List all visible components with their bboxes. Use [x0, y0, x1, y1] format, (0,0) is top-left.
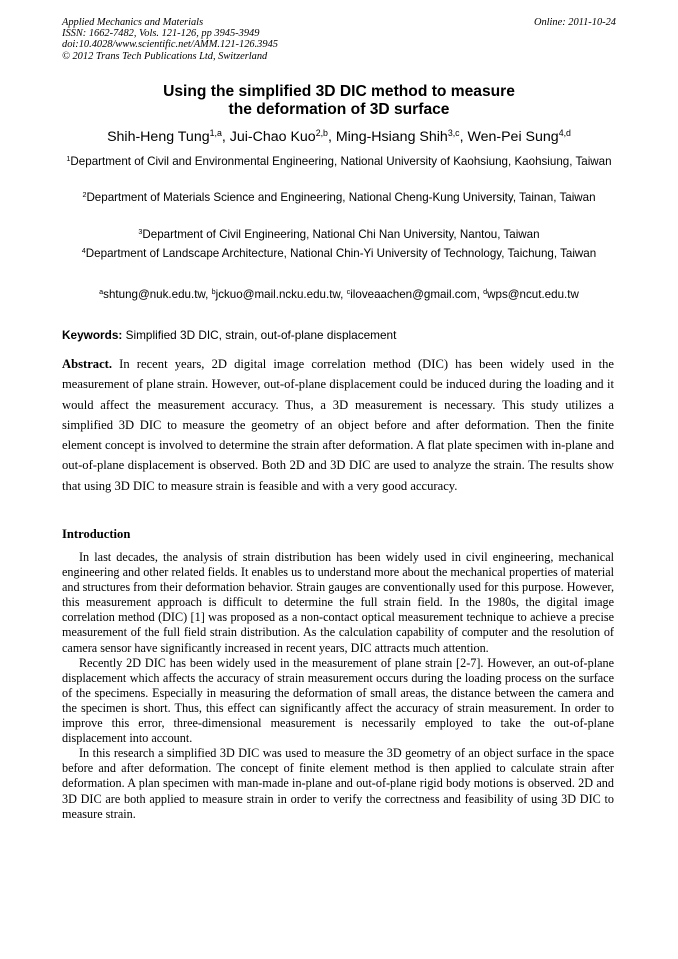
keywords [62, 328, 396, 342]
section-heading: Introduction [62, 527, 131, 541]
journal-name: Applied Mechanics and Materials [62, 17, 204, 28]
author: Jui-Chao Kuo$^{2,b}$, [229, 128, 336, 145]
email: $^c$iloveaachen@gmail.com, [346, 287, 484, 301]
email-list [62, 287, 616, 303]
abstract [62, 354, 614, 496]
email: $^b$jckuo@mail.ncku.edu.tw, [211, 287, 347, 301]
affiliation: $^4$Department of Landscape Architecture, National Chin-Yi University of Technology, Taichung, Taiwan [81, 246, 597, 260]
author: Shih-Heng Tung$^{1,a}$, [107, 128, 230, 145]
journal-header [62, 17, 616, 62]
paragraph: In this research a simplified 3D DIC was used to measure the 3D geometry of an object surface in the space before and after deformation. The concept of finite element method is then applied to calculate strain after deformation. A plan specimen with man-made in-plane and out-of-plane rigid body motions is observed. 2D and 3D DIC are both applied to measure strain in order to verify the correctness and feasibility of using 3D DIC to measure strain. [62, 746, 614, 821]
abstract-label: Abstract. [62, 357, 113, 371]
keywords-text: Simplified 3D DIC, strain, out-of-plane displacement [125, 328, 397, 342]
abstract-text: In recent years, 2D digital image correlation method (DIC) has been widely used in the measurement of plane strain. However, out-of-plane displacement could be induced during the loading and it would affect the measurement accuracy. Thus, a 3D measurement is necessary. This study utilizes a simplified 3D DIC to measure the geometry of an object before and after deformation. Then the finite element concept is involved to determine the strain after deformation. A flat plate specimen with in-plane and out-of-plane displacement is observed. Both 2D and 3D DIC are used to analyze the strain. The results show that using 3D DIC to measure strain is feasible and with a very good accuracy. [62, 357, 615, 493]
online-date: Online: 2011-10-24 [533, 17, 616, 28]
affiliation: $^1$Department of Civil and Environmental Engineering, National University of Kaohsiung, Kaohsiung, Taiwan [66, 154, 612, 168]
paper-title [0, 83, 678, 119]
author: Wen-Pei Sung$^{4,d}$ [467, 128, 571, 145]
doi-line: doi:10.4028/www.scientific.net/AMM.121-126.3945 [62, 39, 278, 51]
author: Ming-Hsiang Shih$^{3,c}$, [335, 128, 468, 145]
keywords-label: Keywords: [62, 328, 123, 342]
issn-line: ISSN: 1662-7482, Vols. 121-126, pp 3945-3949 [62, 28, 260, 40]
email: $^a$shtung@nuk.edu.tw, [99, 287, 212, 301]
paragraph: Recently 2D DIC has been widely used in the measurement of plane strain [2-7]. However, an out-of-plane displacement which affects the accuracy of strain measurement occurs during the loading process on the surface of the specimens. Especially in measuring the deformation of small areas, the distance between the camera and the specimen is short. Thus, this effect can significantly affect the accuracy of strain measurement. In order to improve this error, three-dimensional measurement is necessarily employed to take the out-of-plane displacement into account. [62, 655, 614, 746]
title-line-2: the deformation of 3D surface [228, 101, 450, 118]
introduction-body [62, 550, 614, 822]
email: $^d$wps@ncut.edu.tw [483, 287, 579, 301]
affiliation: $^2$Department of Materials Science and Engineering, National Cheng-Kung University, Tainan, Taiwan [82, 190, 596, 204]
affiliation: $^3$Department of Civil Engineering, National Chi Nan University, Nantou, Taiwan [138, 227, 540, 241]
paragraph: In last decades, the analysis of strain distribution has been widely used in civil engineering, mechanical engineering and other related fields. It enables us to understand more about the mechanical properties of material and structures from their deformation behavior. Strain gauges are conventionally used for this purpose. However, this measurement approach is difficult to determine the full strain field. In the 1980s, the digital image correlation method (DIC) [1] was proposed as a non-contact optical measurement technique to achieve a precise measurement of the full field strain distribution. As the calculation capability of computer and the resolution of camera sensor have significantly increased in recent years, DIC attracts much attention. [62, 550, 614, 655]
title-line-1: Using the simplified 3D DIC method to measure [163, 83, 515, 100]
author-list [0, 129, 678, 146]
copyright-line: © 2012 Trans Tech Publications Ltd, Switzerland [62, 50, 268, 62]
